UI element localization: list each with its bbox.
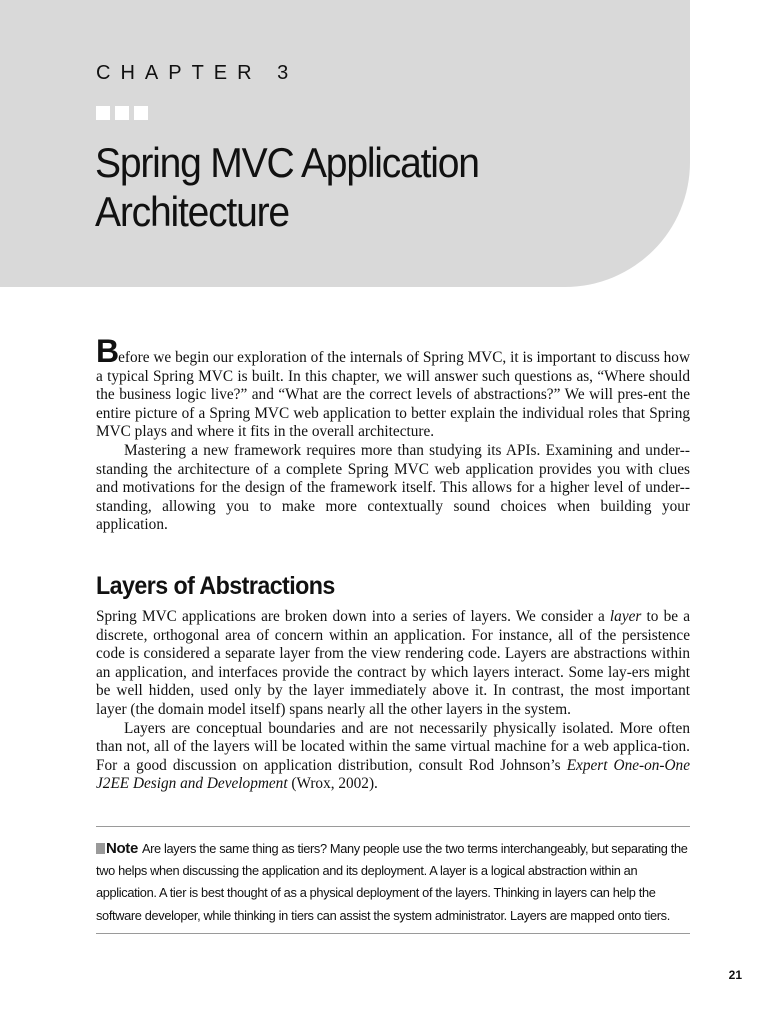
layers-p1-emphasis: layer bbox=[609, 608, 642, 625]
layers-p1-text-b: to be a discrete, orthogonal area of concern within an application. For instance, all of the persistence code is considered a separate layer from the view rendering code. Layers are abstractions within an application, and interfaces provide the contract by which layers interact. Some lay-ers might be well hidden, used only by the layer immediately above it. In contrast, the most important layer (the domain model itself) spans nearly all the other layers in the system. bbox=[96, 608, 690, 718]
layers-section bbox=[96, 608, 690, 794]
chapter-label: CHAPTER 3 bbox=[96, 62, 299, 84]
chapter-ornament bbox=[96, 106, 148, 120]
note-top-divider bbox=[96, 826, 690, 827]
layers-p2-text-b: (Wrox, 2002). bbox=[287, 775, 378, 793]
layers-p1-text-a: Spring MVC applications are broken down into a series of layers. We consider a bbox=[96, 608, 610, 625]
book-title-emphasis: Expert One-on-One J2EE Design and Development bbox=[96, 756, 690, 793]
layers-paragraph-1 bbox=[96, 608, 690, 720]
drop-cap: B bbox=[96, 333, 119, 369]
intro-section bbox=[96, 333, 690, 535]
chapter-header-block bbox=[0, 0, 690, 287]
page-number: 21 bbox=[728, 968, 742, 982]
note-label: Note bbox=[106, 840, 138, 857]
note-box bbox=[96, 838, 690, 927]
ornament-square bbox=[134, 106, 148, 120]
intro-paragraph-1 bbox=[96, 333, 690, 442]
intro-paragraph-2: Mastering a new framework requires more than studying its APIs. Examining and under-standing the architecture of a complete Spring MVC web application provides you with clues and motivations for the design of the framework itself. This allows for a higher level of under-standing, allowing you to make more contextually sound choices when building your application. bbox=[96, 441, 690, 534]
ornament-square bbox=[96, 106, 110, 120]
note-marker-icon bbox=[96, 843, 105, 854]
chapter-title: Spring MVC Application Architecture bbox=[95, 139, 479, 235]
note-text: Are layers the same thing as tiers? Many people use the two terms interchangeably, but separating the two helps when discussing the application and its deployment. A layer is a logical abstraction within an application. A tier is best thought of as a physical deployment of the layers. Thinking in layers can help the software developer, while thinking in tiers can assist the system administrator. Layers are mapped onto tiers. bbox=[96, 841, 688, 923]
section-heading: Layers of Abstractions bbox=[96, 572, 335, 600]
note-bottom-divider bbox=[96, 933, 690, 934]
layers-paragraph-2 bbox=[96, 720, 690, 794]
layers-p2-text-a: Layers are conceptual boundaries and are not necessarily physically isolated. More often than not, all of the layers will be located within the same virtual machine for a web applica-tion. For a good discussion on application distribution, consult Rod Johnson’s bbox=[96, 719, 690, 774]
intro-paragraph-1-text: efore we begin our exploration of the internals of Spring MVC, it is important to discuss how a typical Spring MVC is built. In this chapter, we will answer such questions as, “Where should the business logic live?” and “What are the correct levels of abstractions?” We will pres-ent the entire picture of a Spring MVC web application to better explain the individual roles that Spring MVC plays and where it fits in the overall architecture. bbox=[96, 349, 690, 441]
ornament-square bbox=[115, 106, 129, 120]
